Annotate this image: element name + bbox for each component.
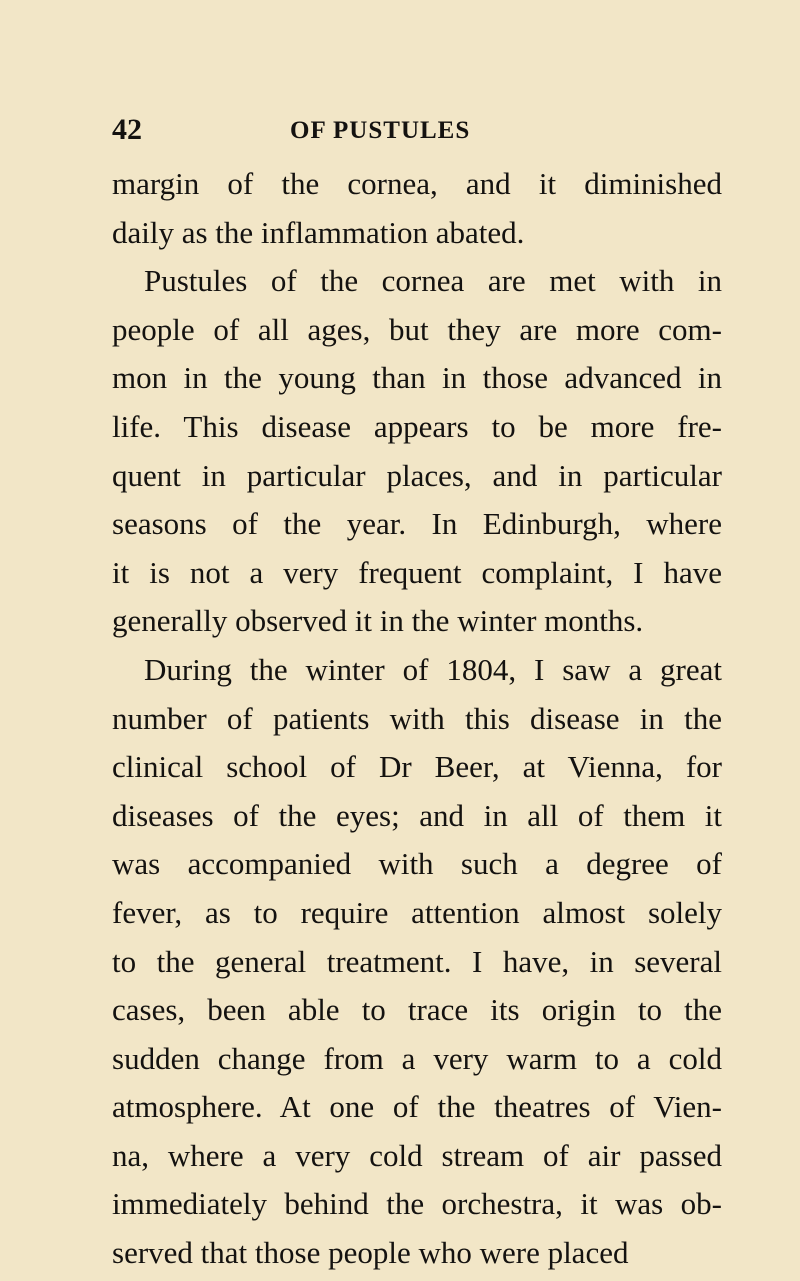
text-line: margin of the cornea, and it diminished [112,166,722,201]
text-line: number of patients with this disease in the [112,700,722,736]
text-line: immediately behind the orchestra, it was ob- [112,1186,722,1222]
text-line: sudden change from a very warm to a cold [112,1040,722,1076]
text-line: mon in the young than in those advanced in [112,360,722,396]
text-line: clinical school of Dr Beer, at Vienna, for [112,749,722,785]
text-line: was accompanied with such a degree of [112,846,722,882]
page-number: 42 [112,113,142,146]
text-line: During the winter of 1804, I saw a great [144,651,722,687]
text-line: to the general treatment. I have, in several [112,943,722,979]
text-line: seasons of the year. In Edinburgh, where [112,506,722,542]
page-header [112,110,732,150]
text-line: generally observed it in the winter months. [112,603,644,639]
text-line: diseases of the eyes; and in all of them it [112,797,722,833]
text-line: it is not a very frequent complaint, I have [112,554,722,590]
text-line: Pustules of the cornea are met with in [144,263,722,299]
text-line: atmosphere. At one of the theatres of Vien- [112,1089,722,1125]
body-text [112,160,722,1278]
text-line: fever, as to require attention almost solely [112,894,722,930]
text-line: life. This disease appears to be more fre- [112,408,722,444]
text-line: served that those people who were placed [112,1235,629,1271]
text-line: quent in particular places, and in particular [112,457,722,493]
running-title: OF PUSTULES [290,117,471,144]
text-line: people of all ages, but they are more com- [112,311,722,347]
text-line: na, where a very cold stream of air passed [112,1137,722,1173]
text-line: daily as the inflammation abated. [112,214,525,250]
text-line: cases, been able to trace its origin to the [112,992,722,1028]
